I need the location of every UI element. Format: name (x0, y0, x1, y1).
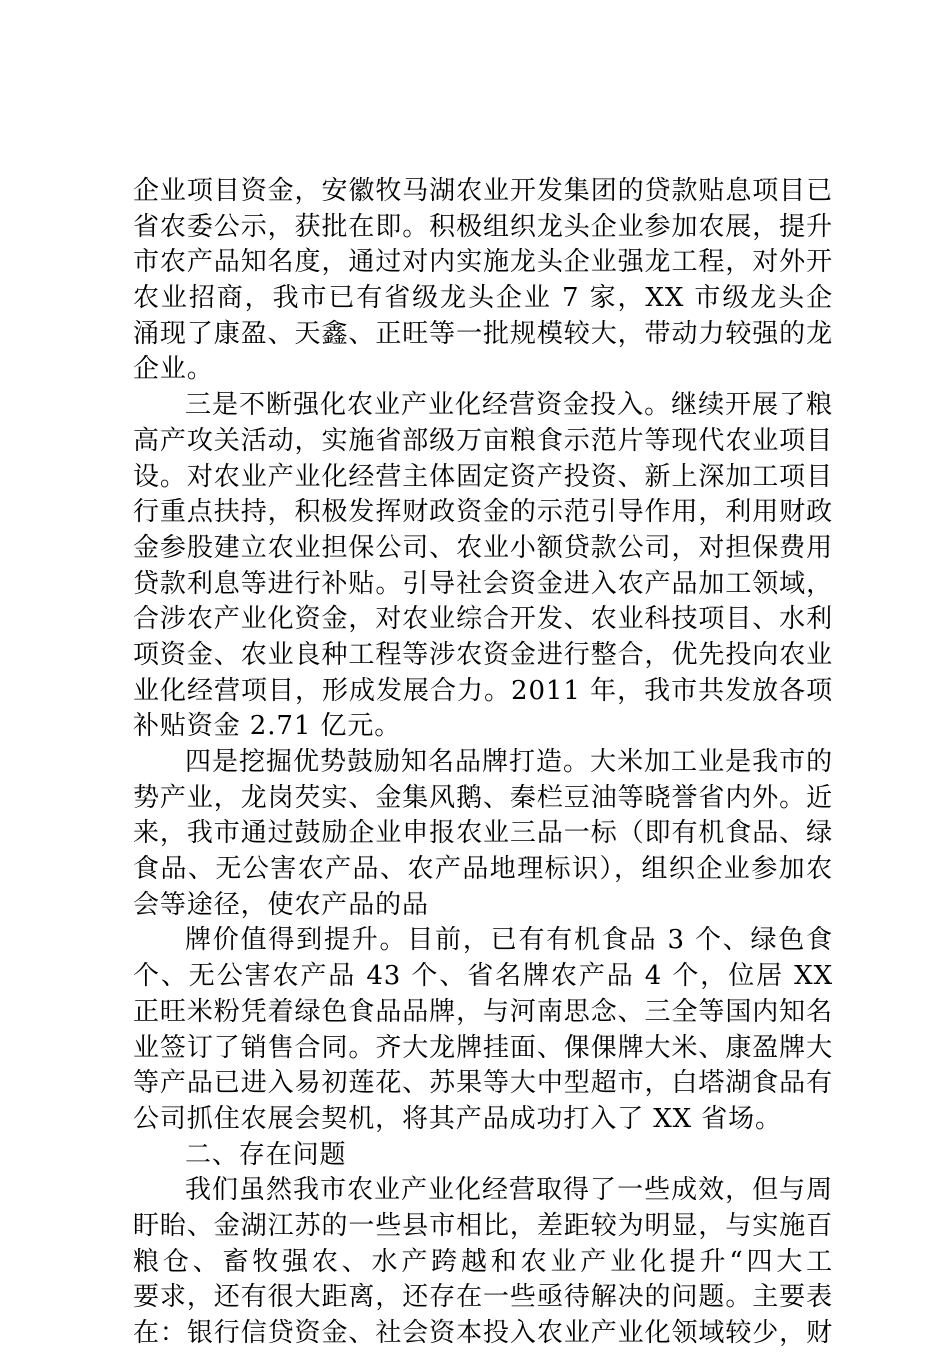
text-line: 会等途径，使农产品的品 (133, 889, 429, 920)
text-line: 我们虽然我市农业产业化经营取得了一些成效，但与周 (185, 1175, 833, 1206)
document-body (133, 174, 833, 1352)
text-line: 三是不断强化农业产业化经营资金投入。继续开展了粮 (185, 390, 833, 421)
text-line: 业化经营项目，形成发展合力。2011 年，我市共发放各项 (133, 675, 833, 706)
text-line: 项资金、农业良种工程等涉农资金进行整合，优先投向农业 (133, 639, 833, 670)
text-line: 四是挖掘优势鼓励知名品牌打造。大米加工业是我市的 (185, 747, 833, 777)
text-line: 行重点扶持，积极发挥财政资金的示范引导作用，利用财政 (133, 497, 833, 528)
text-line: 贷款利息等进行补贴。引导社会资金进入农产品加工领域， (133, 568, 833, 599)
text-line: 势产业，龙岗芡实、金集风鹅、秦栏豆油等晓誉省内外。近 (133, 782, 833, 813)
text-line: 企业。 (133, 354, 214, 385)
text-line: 企业项目资金，安徽牧马湖农业开发集团的贷款贴息项目已 (133, 176, 833, 206)
text-line: 粮仓、畜牧强农、水产跨越和农业产业化提升“四大工 (133, 1246, 833, 1277)
text-line: 业签订了销售合同。齐大龙牌挂面、倮倮牌大米、康盈牌大 (133, 1032, 833, 1063)
text-line: 省农委公示，获批在即。积极组织龙头企业参加农展，提升 (133, 211, 833, 242)
text-line: 牌价值得到提升。目前，已有有机食品 3 个、绿色食 (185, 925, 833, 956)
text-line: 农业招商，我市已有省级龙头企业 7 家，XX 市级龙头企 (133, 283, 833, 314)
text-line: 设。对农业产业化经营主体固定资产投资、新上深加工项目 (133, 461, 833, 492)
text-line: 正旺米粉凭着绿色食品品牌，与河南思念、三全等国内知名 (133, 996, 833, 1027)
text-line: 市农产品知名度，通过对内实施龙头企业强龙工程，对外开 (133, 247, 833, 278)
text-line: 来，我市通过鼓励企业申报农业三品一标（即有机食品、绿 (133, 818, 833, 849)
text-line: 二、存在问题 (185, 1139, 347, 1170)
text-line: 盱眙、金湖江苏的一些县市相比，差距较为明显，与实施百 (133, 1210, 833, 1241)
text-line: 个、无公害农产品 43 个、省名牌农产品 4 个，位居 XX (133, 961, 833, 992)
text-line: 要求，还有很大距离，还存在一些亟待解决的问题。主要表 (133, 1282, 833, 1313)
text-line: 补贴资金 2.71 亿元。 (133, 711, 402, 742)
text-line: 等产品已进入易初莲花、苏果等大中型超市，白塔湖食品有 (133, 1068, 833, 1099)
text-line: 在：银行信贷资金、社会资本投入农业产业化领域较少，财 (133, 1318, 833, 1348)
text-line: 公司抓住农展会契机，将其产品成功打入了 XX 省场。 (133, 1103, 782, 1134)
text-line: 金参股建立农业担保公司、农业小额贷款公司，对担保费用 (133, 532, 833, 563)
text-line: 食品、无公害农产品、农产品地理标识），组织企业参加农 (133, 854, 833, 885)
text-line: 合涉农产业化资金，对农业综合开发、农业科技项目、水利 (133, 604, 833, 635)
text-line: 高产攻关活动，实施省部级万亩粮食示范片等现代农业项目 (133, 425, 833, 456)
text-line: 涌现了康盈、天鑫、正旺等一批规模较大，带动力较强的龙 (133, 318, 833, 349)
